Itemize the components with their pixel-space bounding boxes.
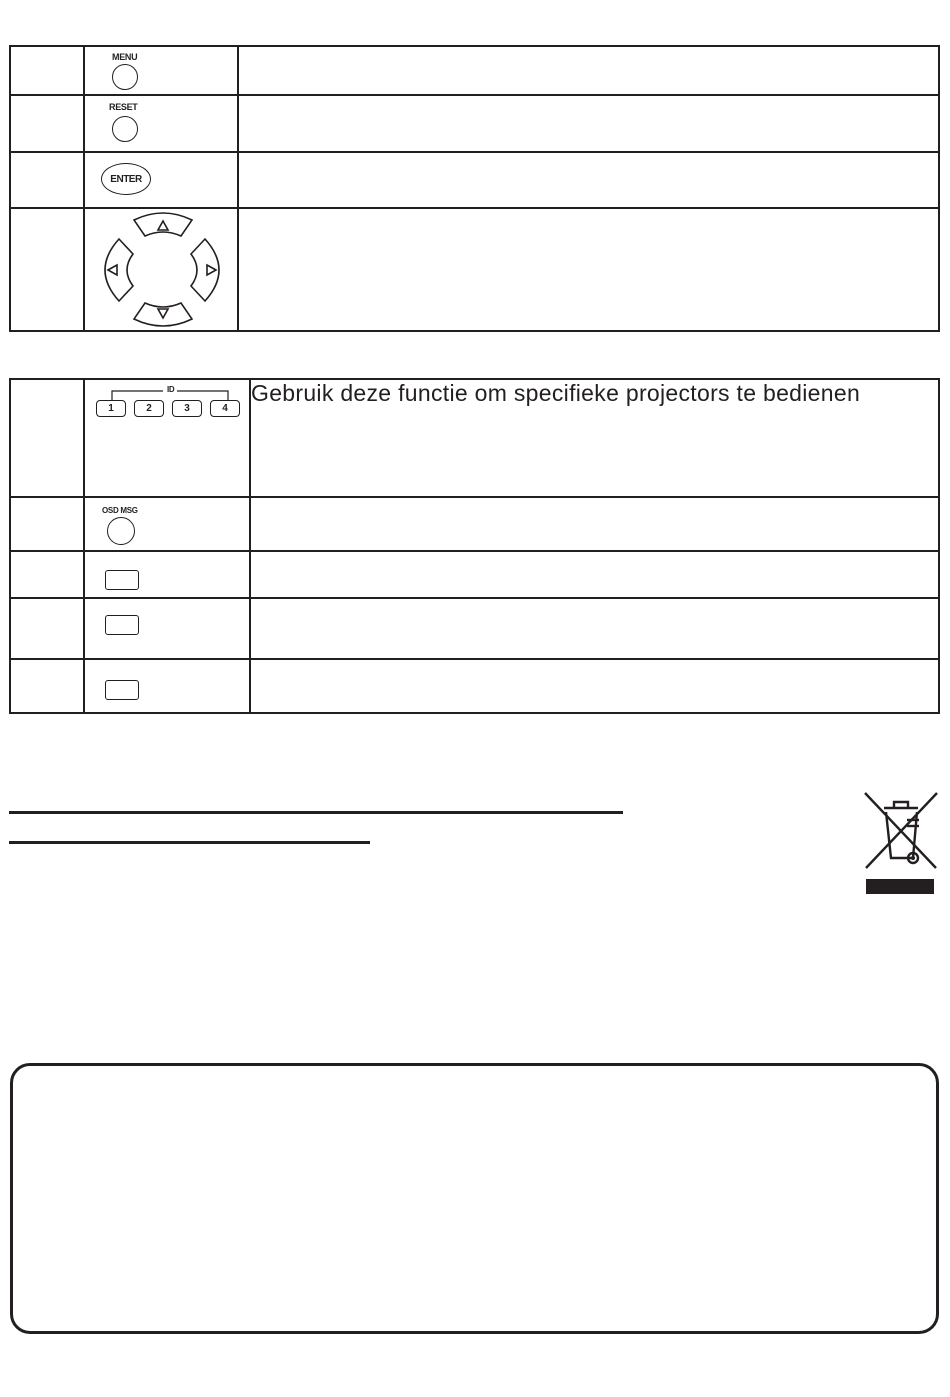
rect-button-icon — [105, 570, 139, 590]
row-number-cell — [10, 659, 84, 713]
rect-button-cell — [84, 551, 250, 598]
table-row — [10, 497, 939, 551]
row-number-cell — [10, 551, 84, 598]
rect-button-cell — [84, 598, 250, 659]
menu-button-cell — [84, 46, 238, 95]
osd-msg-label: OSD MSG — [102, 506, 138, 515]
id-group-label: ID — [167, 385, 175, 394]
row-number-cell — [10, 95, 84, 152]
four-way-arrow-pad-icon — [97, 212, 227, 327]
osd-msg-button-cell — [84, 497, 250, 551]
osd-msg-description — [250, 497, 939, 551]
table-row — [10, 208, 939, 331]
menu-description — [238, 46, 939, 95]
heading-rule-long — [9, 811, 623, 814]
table-row — [10, 379, 939, 497]
id-1-button: 1 — [96, 400, 126, 417]
rect-button-cell — [84, 659, 250, 713]
row-number-cell — [10, 152, 84, 208]
reset-button-icon — [112, 116, 138, 142]
crossed-out-wheelie-bin-icon — [861, 790, 941, 896]
table-row — [10, 152, 939, 208]
id-4-button: 4 — [210, 400, 240, 417]
reset-label: RESET — [109, 102, 138, 112]
row-number-cell — [10, 379, 84, 497]
rect-button-icon — [105, 680, 139, 700]
rect-button-description — [250, 659, 939, 713]
table-row — [10, 46, 939, 95]
table-row — [10, 551, 939, 598]
id-description: Gebruik deze functie om specifieke projectors te bedienen — [250, 379, 939, 497]
id-buttons-cell — [84, 379, 250, 497]
id-3-button: 3 — [172, 400, 202, 417]
enter-button-icon: ENTER — [101, 163, 151, 195]
row-number-cell — [10, 497, 84, 551]
heading-rule-short — [9, 841, 370, 844]
menu-label: MENU — [112, 52, 138, 62]
arrow-pad-cell — [84, 208, 238, 331]
enter-description — [238, 152, 939, 208]
button-table-1 — [9, 45, 940, 332]
rect-button-description — [250, 551, 939, 598]
row-number-cell — [10, 46, 84, 95]
enter-button-cell — [84, 152, 238, 208]
notice-box — [10, 1063, 939, 1334]
id-2-button: 2 — [134, 400, 164, 417]
button-table-2 — [9, 378, 940, 714]
arrow-pad-description — [238, 208, 939, 331]
rect-button-description — [250, 598, 939, 659]
table-row — [10, 598, 939, 659]
row-number-cell — [10, 208, 84, 331]
reset-button-cell — [84, 95, 238, 152]
table-row — [10, 95, 939, 152]
menu-button-icon — [112, 64, 138, 90]
table-row — [10, 659, 939, 713]
reset-description — [238, 95, 939, 152]
osd-msg-button-icon — [107, 517, 135, 545]
rect-button-icon — [105, 615, 139, 635]
row-number-cell — [10, 598, 84, 659]
